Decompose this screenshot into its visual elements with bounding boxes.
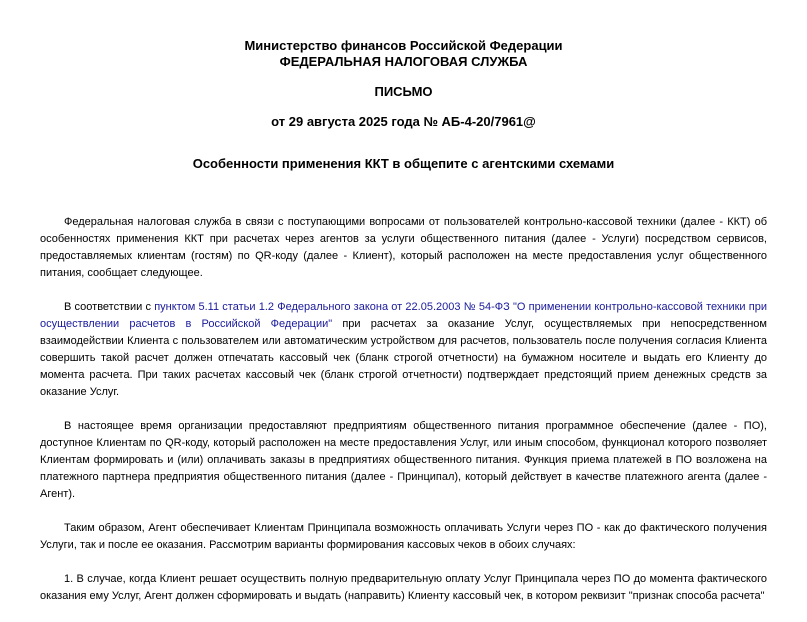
paragraph-software: В настоящее время организации предоставляют предприятиям общественного питания программное обеспечение (далее - ПО), доступное Клиентам по QR-коду, который расположен на месте предоставления Услуг, или иным способом, функционал которого позволяет Клиентам формировать и (или) оплачивать заказы в предприятиях общественного питания. Функция приема платежей в ПО возложена на платежного партнера предприятия общественного питания (далее - Принципал), который действует в качестве платежного агента (далее - Агент).: [40, 420, 767, 500]
law-reference-link[interactable]: пунктом 5.11 статьи 1.2 Федерального закона от 22.05.2003 № 54-ФЗ "О применении контрольно-кассовой техники при осуществлении расчетов в Российской Федерации": [40, 301, 768, 330]
paragraph-case-one: 1. В случае, когда Клиент решает осуществить полную предварительную оплату Услуг Принципала через ПО до момента фактического оказания ему Услуг, Агент должен сформировать и выдать (направить) Клиенту кассовый чек, в котором реквизит "признак способа расчета": [40, 573, 767, 602]
document-type: ПИСЬМО: [374, 84, 433, 99]
document-body: [40, 214, 767, 622]
paragraph-legal-basis-pre: В соответствии с: [64, 301, 155, 313]
document-subject: Особенности применения ККТ в общепите с агентскими схемами: [192, 156, 615, 171]
ministry-name: Министерство финансов Российской Федерации: [244, 38, 563, 53]
service-name: ФЕДЕРАЛЬНАЯ НАЛОГОВАЯ СЛУЖБА: [279, 54, 528, 69]
paragraph-legal-basis-post: при расчетах за оказание Услуг, осуществляемых при непосредственном взаимодействии Клиента с пользователем или автоматическим устройством для расчетов, пользователь после получения согласия Клиента совершить такой расчет должен отпечатать кассовый чек (бланк строгой отчетности) на бумажном носителе и выдать его Клиенту до момента расчета. При таких расчетах кассовый чек (бланк строгой отчетности) подтверждает предстоящий прием денежных средств за оказание Услуг.: [40, 318, 767, 398]
paragraph-agent: Таким образом, Агент обеспечивает Клиентам Принципала возможность оплачивать Услуги через ПО - как до фактического получения Услуги, так и после ее оказания. Рассмотрим варианты формирования кассовых чеков в обоих случаях:: [40, 522, 767, 551]
paragraph-intro: Федеральная налоговая служба в связи с поступающими вопросами от пользователей контрольно-кассовой техники (далее - ККТ) об особенностях применения ККТ при расчетах через агентов за услуги общественного питания (далее - Услуги) посредством сервисов, предоставляемых клиентам (гостям) по QR-коду (далее - Клиент), который расположен на месте предоставления услуг общественного питания, сообщает следующее.: [40, 216, 767, 279]
paragraph-legal-basis: [40, 299, 767, 401]
document-date-number: от 29 августа 2025 года № АБ-4-20/7961@: [271, 114, 536, 129]
